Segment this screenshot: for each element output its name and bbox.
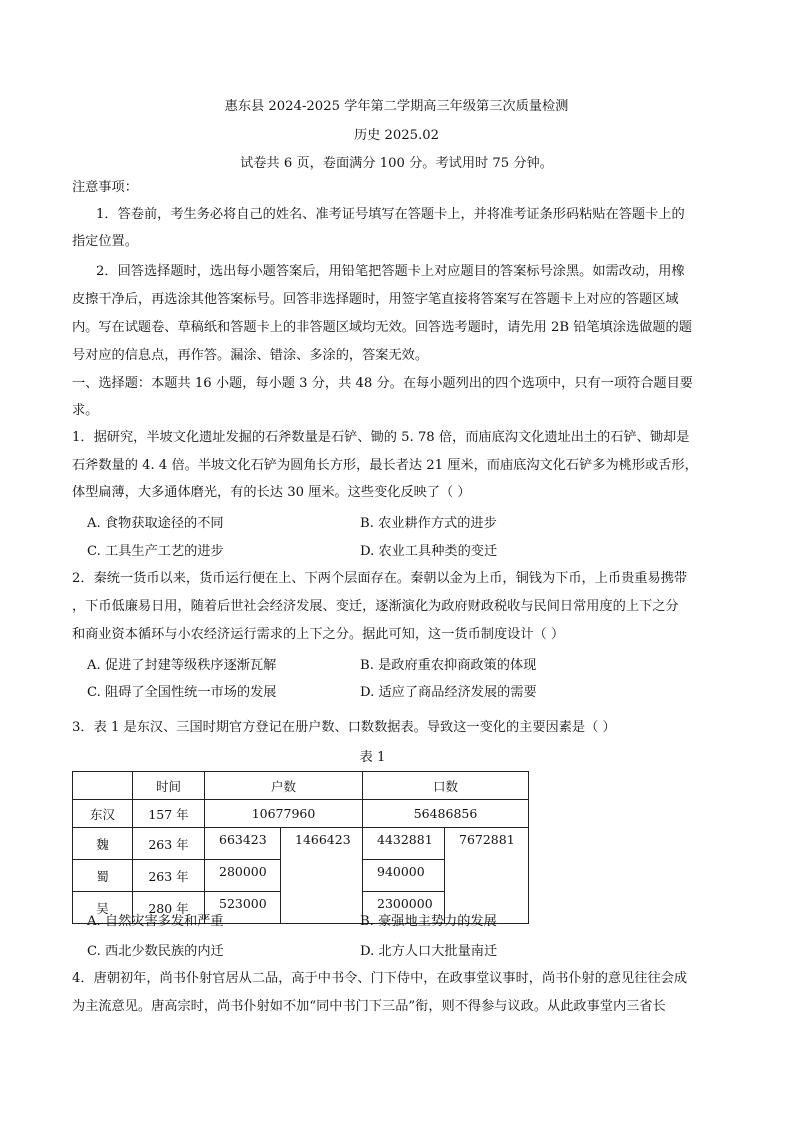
table-header-population: 口数 — [363, 772, 529, 800]
q3-option-c: C. 西北少数民族的内迁 — [87, 944, 224, 959]
row-households: 280000 — [205, 860, 281, 892]
row-households: 523000 — [205, 892, 281, 924]
section-heading-line2: 求。 — [72, 403, 99, 418]
q2-option-c: C. 阻碍了全国性统一市场的发展 — [87, 685, 277, 700]
q1-option-b: B. 农业耕作方式的进步 — [360, 516, 497, 531]
q2-option-d: D. 适应了商品经济发展的需要 — [360, 685, 537, 700]
q3-option-b: B. 豪强地主势力的发展 — [360, 914, 497, 929]
row-name: 魏 — [73, 828, 133, 860]
row-population: 4432881 — [363, 828, 445, 860]
q2-stem-line2: ，下币低廉易日用，随着后世社会经济发展、变迁，逐渐演化为政府财政税收与民间日常用度的上下之分 — [72, 599, 679, 614]
table-row — [73, 800, 529, 828]
q1-stem-line3: 体型扁薄，大多通体磨光，有的长达 30 厘米。这些变化反映了（ ） — [72, 485, 471, 500]
q1-option-c: C. 工具生产工艺的进步 — [87, 544, 224, 559]
q3-stem-line1: 3．表 1 是东汉、三国时期官方登记在册户数、口数数据表。导致这一变化的主要因素是（ ） — [72, 720, 616, 735]
table-header-blank — [73, 772, 133, 800]
row-name: 吴 — [73, 892, 133, 924]
notice-item2-line4: 号对应的信息点，再作答。漏涂、错涂、多涂的，答案无效。 — [72, 348, 429, 363]
row-name: 东汉 — [73, 800, 133, 828]
q4-stem-line2: 为主流意见。唐高宗时，尚书仆射如不加“同中书门下三品”衔，则不得参与议政。从此政事堂内三省长 — [72, 999, 666, 1014]
data-table — [72, 771, 529, 924]
row-year: 280 年 — [133, 892, 205, 924]
table-header-households: 户数 — [205, 772, 363, 800]
q2-option-a: A. 促进了封建等级秩序逐渐瓦解 — [87, 658, 277, 673]
q4-stem-line1: 4．唐朝初年，尚书仆射官居从二品，高于中书令、门下侍中，在政事堂议事时，尚书仆射的意见往往会成 — [72, 971, 688, 986]
row-year: 157 年 — [133, 800, 205, 828]
notice-item1-line1: 1．答卷前，考生务必将自己的姓名、准考证号填写在答题卡上，并将准考证条形码粘贴在答题卡上的 — [96, 207, 685, 222]
row-households: 10677960 — [205, 800, 363, 828]
section-heading-line1: 一、选择题：本题共 16 小题，每小题 3 分，共 48 分。在每小题列出的四个选项中，只有一项符合题目要 — [72, 376, 693, 391]
households-total: 1466423 — [281, 828, 363, 924]
exam-title: 惠东县 2024-2025 学年第二学期高三年级第三次质量检测 — [224, 99, 569, 114]
q2-stem-line1: 2．秦统一货币以来，货币运行便在上、下两个层面存在。秦朝以金为上币，铜钱为下币，上币贵重易携带 — [72, 571, 688, 586]
q2-stem-line3: 和商业资本循环与小农经济运行需求的上下之分。据此可知，这一货币制度设计（ ） — [72, 627, 565, 642]
notice-item2-line2: 皮擦干净后，再选涂其他答案标号。回答非选择题时，用签字笔直接将答案写在答题卡上对应的答题区域 — [72, 292, 679, 307]
row-name: 蜀 — [73, 860, 133, 892]
q2-option-b: B. 是政府重农抑商政策的体现 — [360, 658, 537, 673]
table-caption: 表 1 — [359, 750, 386, 765]
row-population: 940000 — [363, 860, 445, 892]
notice-item2-line1: 2．回答选择题时，选出每小题答案后，用铅笔把答题卡上对应题目的答案标号涂黑。如需改动，用橡 — [96, 264, 685, 279]
exam-subject: 历史 2025.02 — [353, 128, 440, 143]
notice-item2-line3: 内。写在试题卷、草稿纸和答题卡上的非答题区域均无效。回答选考题时，请先用 2B 铅笔填涂选做题的题 — [72, 320, 692, 335]
table-row — [73, 828, 529, 860]
row-households: 663423 — [205, 828, 281, 860]
table-header-row — [73, 772, 529, 800]
notice-heading: 注意事项： — [72, 180, 138, 195]
q1-stem-line1: 1．据研究，半坡文化遗址发掘的石斧数量是石铲、锄的 5. 78 倍，而庙底沟文化遗址出土的石铲、锄却是 — [72, 430, 690, 445]
population-total: 7672881 — [445, 828, 529, 924]
q3-option-a: A. 自然灾害多发和严重 — [87, 914, 224, 929]
row-year: 263 年 — [133, 828, 205, 860]
row-population: 2300000 — [363, 892, 445, 924]
q1-option-d: D. 农业工具种类的变迁 — [360, 544, 498, 559]
row-year: 263 年 — [133, 860, 205, 892]
q3-option-d: D. 北方人口大批量南迁 — [360, 944, 498, 959]
q1-option-a: A. 食物获取途径的不同 — [87, 516, 224, 531]
exam-info: 试卷共 6 页，卷面满分 100 分。考试用时 75 分钟。 — [240, 156, 553, 171]
q1-stem-line2: 石斧数量的 4. 4 倍。半坡文化石铲为圆角长方形，最长者达 21 厘米，而庙底沟文化石铲多为桃形或舌形， — [72, 458, 698, 473]
row-population: 56486856 — [363, 800, 529, 828]
notice-item1-line2: 指定位置。 — [72, 234, 138, 249]
table-header-time: 时间 — [133, 772, 205, 800]
